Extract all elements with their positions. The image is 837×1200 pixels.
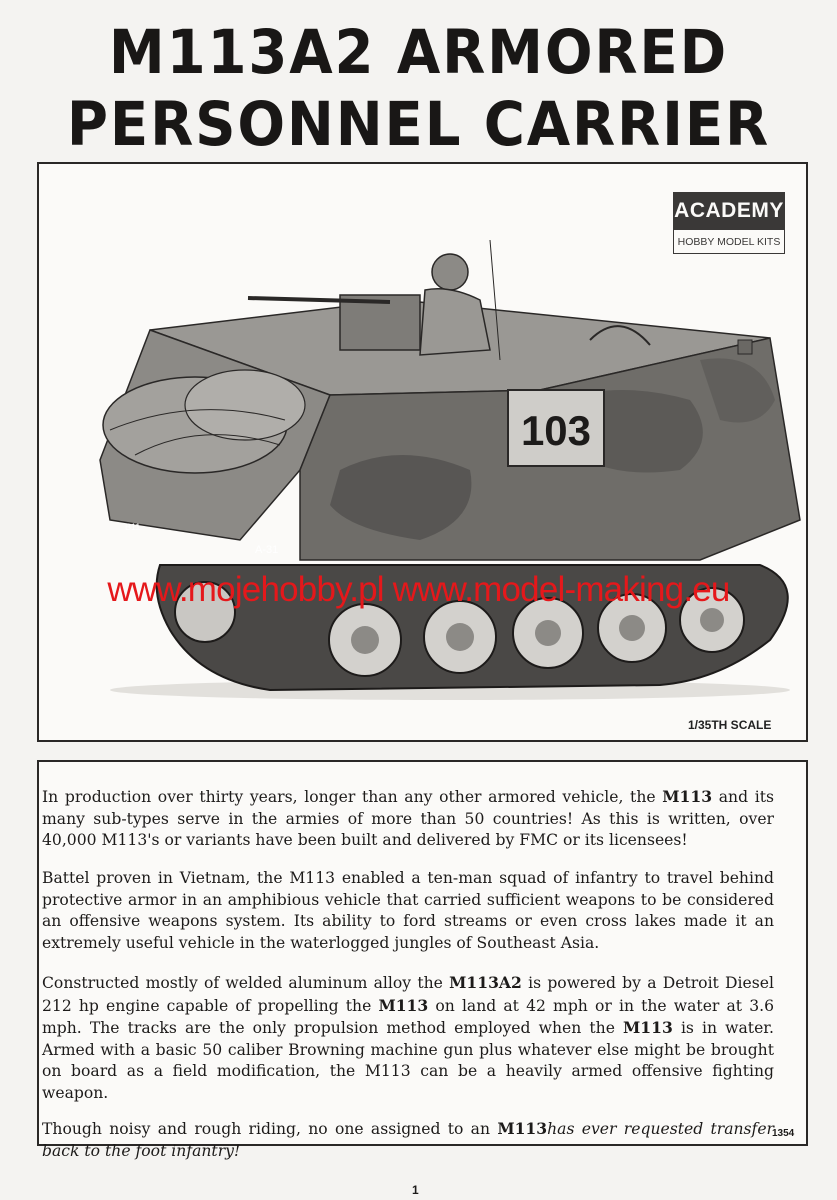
watermark-text: www.mojehobby.pl www.model-making.eu <box>107 570 730 609</box>
scale-label: 1/35TH SCALE <box>688 718 772 732</box>
stowage-bag <box>185 370 305 440</box>
logo-brand: ACADEMY <box>673 192 785 230</box>
beacon <box>738 340 752 354</box>
gunner-helmet <box>432 254 468 290</box>
front-marking: A-31 <box>255 544 279 556</box>
academy-logo <box>673 192 785 256</box>
logo-tagline: HOBBY MODEL KITS <box>673 230 785 254</box>
gunner-body <box>420 289 490 355</box>
catalog-code: 1354 <box>772 1128 795 1139</box>
paragraph-4: Though noisy and rough riding, no one assigned to an M113has ever requested transfer back to the foot infantry! <box>42 1119 775 1160</box>
page-number: 1 <box>412 1183 419 1197</box>
vehicle-number: 103 <box>520 407 592 454</box>
title-line-1: M113A2 ARMORED <box>108 17 729 88</box>
paragraph-1: In production over thirty years, longer than any other armored vehicle, the M113 and its many sub-types serve in the armies of more than 50 countries! As this is written, over 40,000 M113's or variants have been built and delivered by FMC or its licensees! <box>42 787 774 849</box>
front-marking-small: B11 <box>125 522 141 532</box>
title-line-2: PERSONNEL CARRIER <box>66 89 771 160</box>
paragraph-2: Battel proven in Vietnam, the M113 enabled a ten-man squad of infantry to travel behind protective armor in an amphibious vehicle that carried sufficient weapons to be considered an offensive weapons system. Its ability to ford streams or even cross lakes made it an extremely useful vehicle in the waterlogged jungles of Southeast Asia. <box>42 869 774 952</box>
paragraph-3: Constructed mostly of welded aluminum alloy the M113A2 is powered by a Detroit Diesel 212 hp engine capable of propelling the M113 on land at 42 mph or in the water at 3.6 mph. The tracks are the only propulsion method employed when the M113 is in water. Armed with a basic 50 caliber Browning machine gun plus whatever else might be brought on board as a field modification, the M113 can be a heavily armed offensive fighting weapon. <box>42 973 774 1102</box>
